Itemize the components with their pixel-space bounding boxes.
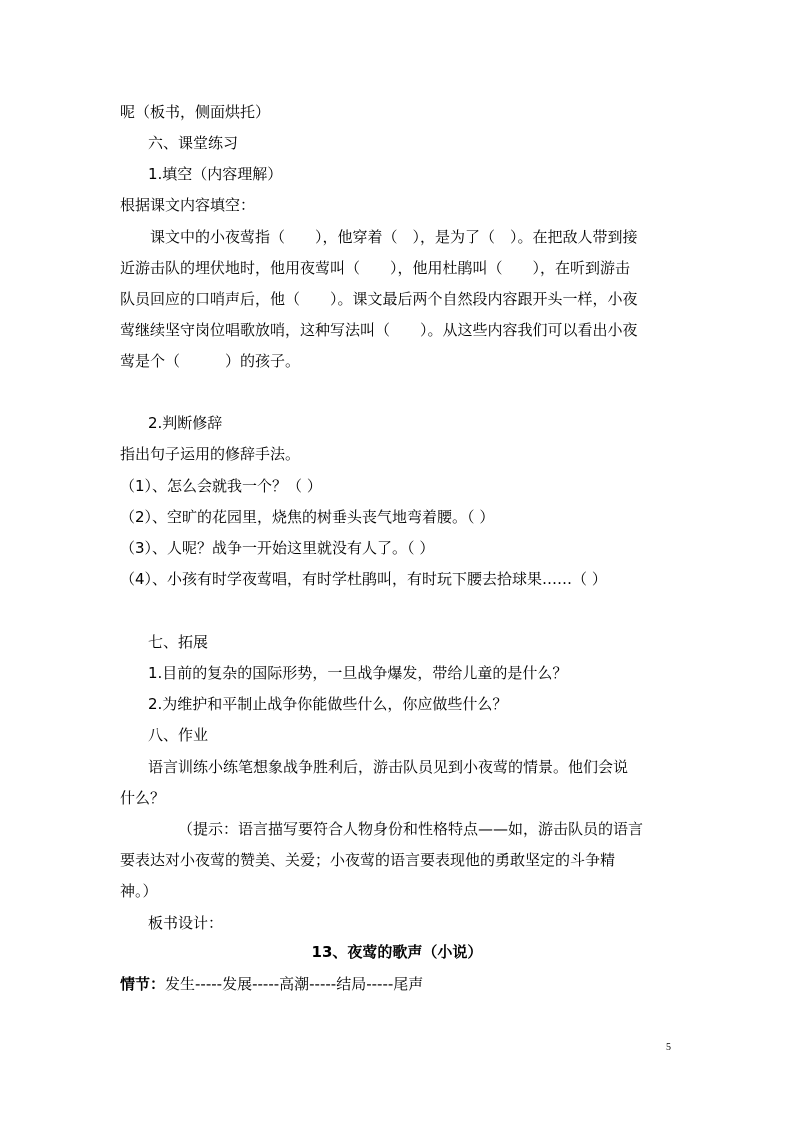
homework-text: 语言训练小练笔想象战争胜利后，游击队员见到小夜莺的情景。他们会说 xyxy=(148,758,629,776)
text-line: 呢（板书，侧面烘托） xyxy=(120,103,271,121)
fill-blank-line: 莺继续坚守岗位唱歌放哨，这种写法叫（ ）。从这些内容我们可以看出小夜 xyxy=(120,321,638,339)
instruction-text: 指出句子运用的修辞手法。 xyxy=(120,445,301,463)
section-heading: 七、拓展 xyxy=(148,633,209,651)
hint-text: 要表达对小夜莺的赞美、关爱；小夜莺的语言要表现他的勇敢坚定的斗争精 xyxy=(120,851,616,869)
question-item: （4）、小孩有时学夜莺唱，有时学杜鹃叫，有时玩下腰去拾球果……（ ） xyxy=(120,570,607,588)
plot-line xyxy=(120,974,423,994)
page-number: 5 xyxy=(666,1042,671,1053)
hint-text: 神。） xyxy=(120,882,158,900)
question-item: 2.为维护和平制止战争你能做些什么，你应做些什么？ xyxy=(148,695,508,713)
fill-blank-line: 莺是个（ ）的孩子。 xyxy=(120,352,301,370)
plot-label: 情节： xyxy=(120,975,166,993)
section-heading: 八、作业 xyxy=(148,726,209,744)
homework-text: 什么？ xyxy=(120,789,166,807)
question-item: （1）、怎么会就我一个？（ ） xyxy=(120,477,322,495)
question-item: （3）、人呢？战争一开始这里就没有人了。（ ） xyxy=(120,539,435,557)
plot-sequence: 发生-----发展-----高潮-----结局-----尾声 xyxy=(165,975,424,993)
question-item: 1.目前的复杂的国际形势，一旦战争爆发，带给儿童的是什么？ xyxy=(148,664,568,682)
instruction-text: 根据课文内容填空： xyxy=(120,196,256,214)
subsection-heading: 1.填空（内容理解） xyxy=(148,165,283,183)
section-heading: 六、课堂练习 xyxy=(148,134,239,152)
hint-text: （提示：语言描写要符合人物身份和性格特点——如，游击队员的语言 xyxy=(178,820,644,838)
board-design-label: 板书设计： xyxy=(148,914,224,932)
fill-blank-line: 近游击队的埋伏地时，他用夜莺叫（ ），他用杜鹃叫（ ），在听到游击 xyxy=(120,259,631,277)
fill-blank-line: 课文中的小夜莺指（ ），他穿着（ ），是为了（ ）。在把敌人带到接 xyxy=(150,228,638,246)
board-title: 13、夜莺的歌声（小说） xyxy=(311,943,483,961)
subsection-heading: 2.判断修辞 xyxy=(148,414,223,432)
fill-blank-line: 队员回应的口哨声后，他（ ）。课文最后两个自然段内容跟开头一样，小夜 xyxy=(120,290,638,308)
question-item: （2）、空旷的花园里，烧焦的树垂头丧气地弯着腰。（ ） xyxy=(120,508,495,526)
